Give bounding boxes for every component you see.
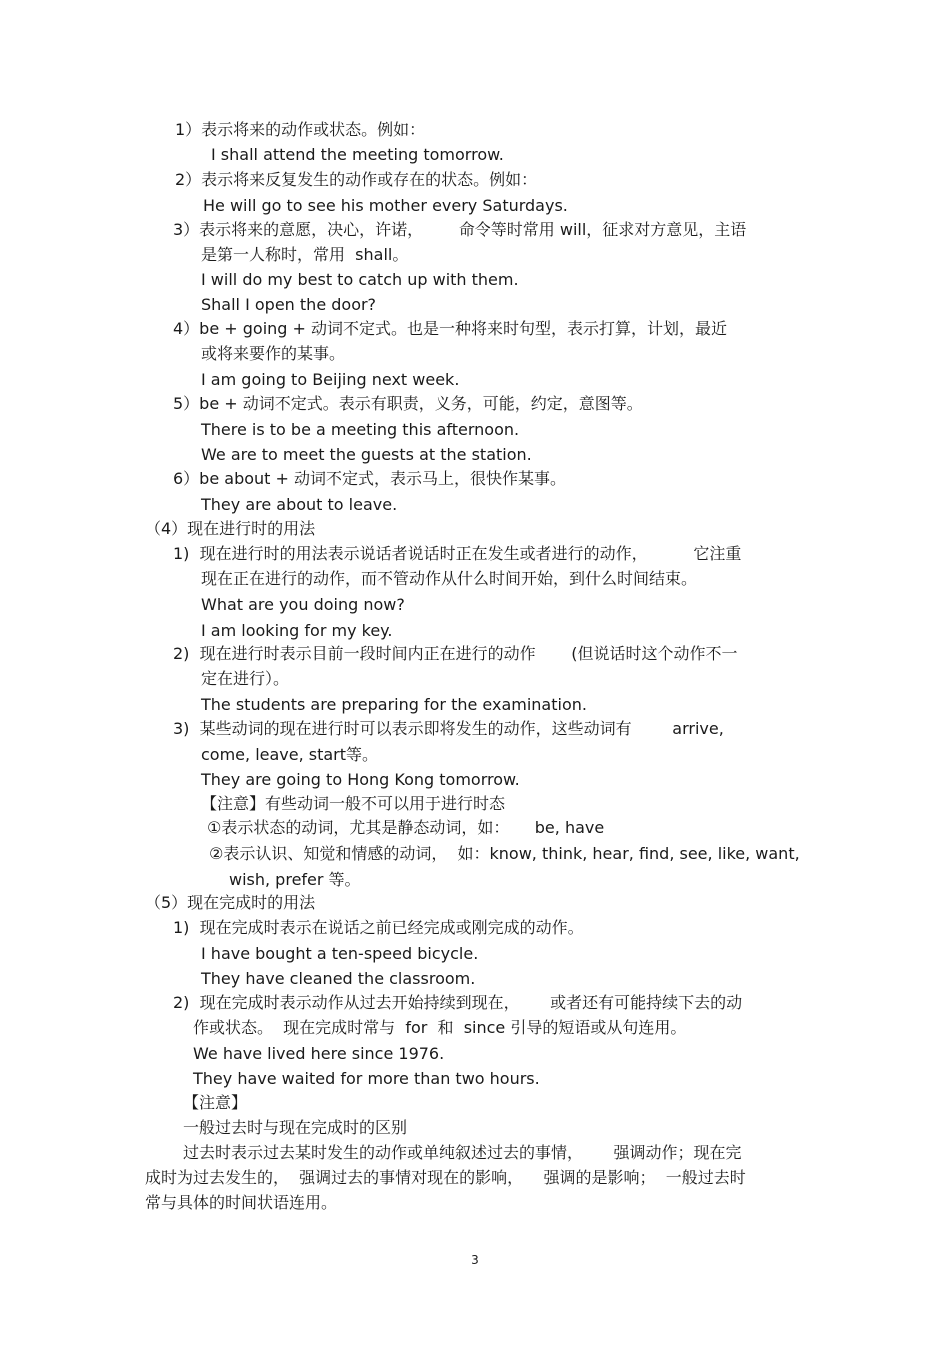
paragraph-line: 成时为过去发生的， 强调过去的事情对现在的影响， 强调的是影响； 一般过去时 [145, 1168, 746, 1187]
note-item: ①表示状态的动词，尤其是静态动词，如： be, have [207, 818, 605, 837]
text-line: 1) 现在完成时表示在说话之前已经完成或刚完成的动作。 [173, 918, 584, 937]
text-line: 2) 现在完成时表示动作从过去开始持续到现在， 或者还有可能持续下去的动 [173, 993, 743, 1012]
paragraph-line: 常与具体的时间状语连用。 [145, 1193, 338, 1212]
paragraph-line: 过去时表示过去某时发生的动作或单纯叙述过去的事情， 强调动作；现在完 [183, 1143, 742, 1162]
example-line: They are about to leave. [201, 495, 398, 514]
subheading: 一般过去时与现在完成时的区别 [183, 1118, 408, 1137]
text-line: 现在正在进行的动作，而不管动作从什么时间开始，到什么时间结束。 [201, 569, 698, 588]
text-line: 6）be about + 动词不定式，表示马上，很快作某事。 [173, 469, 567, 488]
note-item: wish, prefer 等。 [229, 870, 361, 889]
example-line: We are to meet the guests at the station. [201, 445, 532, 464]
text-line: 定在进行）。 [201, 669, 290, 688]
example-line: What are you doing now? [201, 595, 405, 614]
text-line: 3）表示将来的意愿，决心，许诺， 命令等时常用 will，征求对方意见，主语 [173, 220, 747, 239]
text-line: 1）表示将来的动作或状态。例如： [175, 120, 426, 139]
example-line: Shall I open the door? [201, 295, 377, 314]
text-line: 4）be + going + 动词不定式。也是一种将来时句型，表示打算，计划，最近 [173, 319, 728, 338]
text-line: 作或状态。 现在完成时常与 for 和 since 引导的短语或从句连用。 [193, 1018, 687, 1037]
example-line: I have bought a ten-speed bicycle. [201, 944, 479, 963]
example-line: We have lived here since 1976. [193, 1044, 445, 1063]
text-line: 1) 现在进行时的用法表示说话者说话时正在发生或者进行的动作， 它注重 [173, 544, 742, 563]
example-line: They have waited for more than two hours. [193, 1069, 540, 1088]
text-line: 3) 某些动词的现在进行时可以表示即将发生的动作，这些动词有 arrive, [173, 719, 724, 738]
section-heading: （4）现在进行时的用法 [145, 519, 316, 538]
note-heading: 【注意】 [183, 1093, 248, 1112]
text-line: 2) 现在进行时表示目前一段时间内正在进行的动作 (但说话时这个动作不一 [173, 644, 738, 663]
example-line: I am looking for my key. [201, 621, 393, 640]
page-number: 3 [471, 1253, 479, 1267]
text-line: 5）be + 动词不定式。表示有职责，义务，可能，约定，意图等。 [173, 394, 643, 413]
note-heading: 【注意】有些动词一般不可以用于进行时态 [201, 794, 506, 813]
section-heading: （5）现在完成时的用法 [145, 893, 316, 912]
example-line: The students are preparing for the examination. [201, 695, 587, 714]
example-line: I shall attend the meeting tomorrow. [211, 145, 504, 164]
note-item: ②表示认识、知觉和情感的动词， 如：know, think, hear, find, see, like, want, [209, 844, 800, 863]
example-line: I am going to Beijing next week. [201, 370, 460, 389]
text-line: 是第一人称时，常用 shall。 [201, 245, 409, 264]
text-line: 2）表示将来反复发生的动作或存在的状态。例如： [175, 170, 538, 189]
example-line: I will do my best to catch up with them. [201, 270, 519, 289]
example-line: There is to be a meeting this afternoon. [201, 420, 520, 439]
example-line: He will go to see his mother every Saturdays. [203, 196, 568, 215]
example-line: They have cleaned the classroom. [201, 969, 476, 988]
example-line: They are going to Hong Kong tomorrow. [201, 770, 520, 789]
text-line: 或将来要作的某事。 [201, 344, 346, 363]
text-line: come, leave, start等。 [201, 745, 379, 764]
